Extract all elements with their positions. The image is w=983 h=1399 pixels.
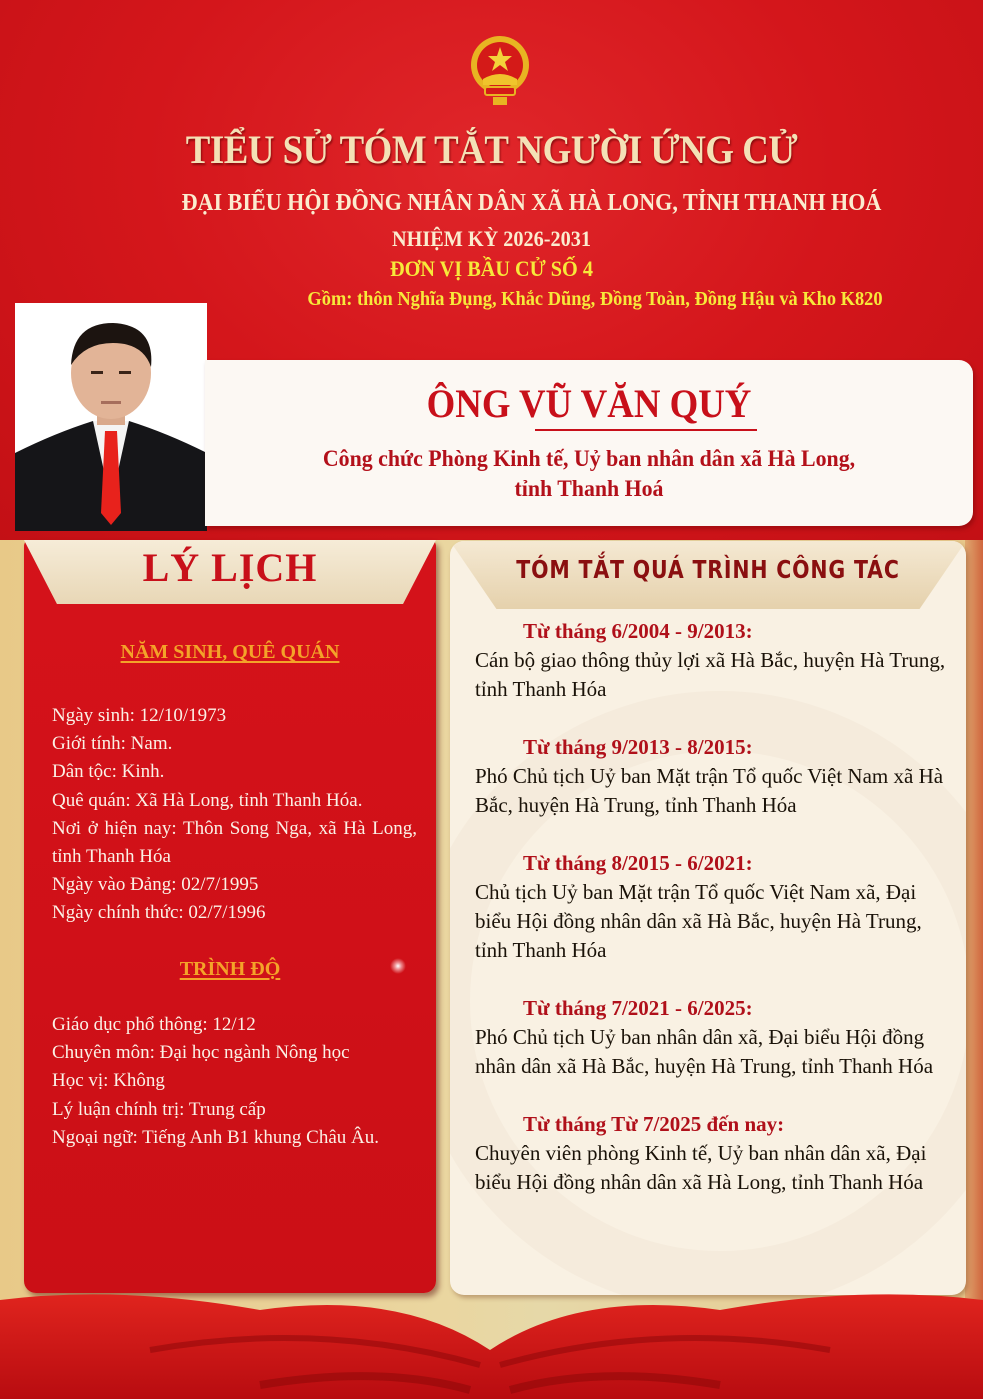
career-item [475, 733, 955, 819]
info-hometown: Quê quán: Xã Hà Long, tỉnh Thanh Hóa. [52, 789, 363, 811]
career-period: Từ tháng 8/2015 - 6/2021: [523, 851, 753, 876]
info-party-join-date: Ngày vào Đảng: 02/7/1995 [52, 874, 259, 896]
career-panel [450, 541, 966, 1295]
biography-title: LÝ LỊCH [142, 545, 318, 590]
education-section-heading: TRÌNH ĐỘ [179, 958, 281, 980]
info-current-residence: Nơi ở hiện nay: Thôn Song Nga, xã Hà Long, tỉnh Thanh Hóa [52, 817, 417, 868]
career-description: Phó Chủ tịch Uỷ ban Mặt trận Tổ quốc Việt Nam xã Hà Bắc, huyện Hà Trung, tỉnh Thanh Hóa [475, 764, 944, 817]
right-edge-decoration [965, 540, 983, 1300]
candidate-position [224, 444, 954, 504]
red-drapery-decoration [0, 1290, 983, 1399]
career-list [475, 617, 955, 1227]
career-description: Chuyên viên phòng Kinh tế, Uỷ ban nhân dân xã, Đại biểu Hội đồng nhân dân xã Hà Long, tỉnh Thanh Hóa [475, 1141, 927, 1194]
name-divider [535, 429, 757, 431]
personal-section-heading: NĂM SINH, QUÊ QUÁN [120, 641, 340, 663]
career-title: TÓM TẮT QUÁ TRÌNH CÔNG TÁC [516, 555, 900, 584]
candidate-position-line2: tỉnh Thanh Hoá [514, 476, 664, 501]
career-period: Từ tháng Từ 7/2025 đến nay: [523, 1112, 785, 1137]
info-ethnicity: Dân tộc: Kinh. [52, 761, 165, 783]
biography-panel [24, 540, 436, 1293]
term-label: NHIỆM KỲ 2026-2031 [391, 226, 592, 251]
career-description: Chủ tịch Uỷ ban Mặt trận Tổ quốc Việt Nam xã, Đại biểu Hội đồng nhân dân xã Hà Bắc, huyện Hà Trung, tỉnh Thanh Hóa [475, 880, 922, 962]
info-gender: Giới tính: Nam. [52, 733, 173, 755]
career-description: Phó Chủ tịch Uỷ ban nhân dân xã, Đại biểu Hội đồng nhân dân xã Hà Bắc, huyện Hà Trung, tỉnh Thanh Hóa [475, 1025, 934, 1078]
candidate-name-card [205, 360, 973, 526]
career-item [475, 994, 955, 1080]
career-item [475, 617, 955, 703]
info-political-theory: Lý luận chính trị: Trung cấp [52, 1098, 266, 1120]
education-info-list [52, 1011, 417, 1152]
info-specialization: Chuyên môn: Đại học ngành Nông học [52, 1042, 350, 1064]
career-period: Từ tháng 7/2021 - 6/2025: [523, 996, 753, 1021]
career-item [475, 1110, 955, 1196]
career-period: Từ tháng 6/2004 - 9/2013: [523, 619, 753, 643]
info-birth-date: Ngày sinh: 12/10/1973 [52, 705, 227, 726]
sparkle-decoration [390, 958, 406, 974]
candidate-position-line1: Công chức Phòng Kinh tế, Uỷ ban nhân dân xã Hà Long, [322, 446, 856, 471]
vietnam-national-emblem-icon [469, 35, 531, 107]
personal-info-list [52, 702, 417, 928]
career-period: Từ tháng 9/2013 - 8/2015: [523, 735, 753, 760]
candidate-photo [15, 303, 207, 531]
document-subtitle: ĐẠI BIỂU HỘI ĐỒNG NHÂN DÂN XÃ HÀ LONG, TỈNH THANH HOÁ [181, 190, 882, 216]
info-party-official-date: Ngày chính thức: 02/7/1996 [52, 902, 266, 924]
document-title: TIỂU SỬ TÓM TẮT NGƯỜI ỨNG CỬ [185, 127, 798, 172]
info-general-education: Giáo dục phổ thông: 12/12 [52, 1014, 256, 1035]
info-foreign-language: Ngoại ngữ: Tiếng Anh B1 khung Châu Âu. [52, 1126, 379, 1148]
info-academic-degree: Học vị: Không [52, 1070, 165, 1092]
electoral-unit-areas: Gồm: thôn Nghĩa Đụng, Khắc Dũng, Đồng Toàn, Đồng Hậu và Kho K820 [307, 288, 883, 310]
electoral-unit-label: ĐƠN VỊ BẦU CỬ SỐ 4 [389, 256, 593, 281]
career-item [475, 849, 955, 964]
portrait-illustration [15, 303, 207, 531]
career-description: Cán bộ giao thông thủy lợi xã Hà Bắc, huyện Hà Trung, tỉnh Thanh Hóa [475, 648, 946, 701]
candidate-name: ÔNG VŨ VĂN QUÝ [426, 381, 752, 426]
